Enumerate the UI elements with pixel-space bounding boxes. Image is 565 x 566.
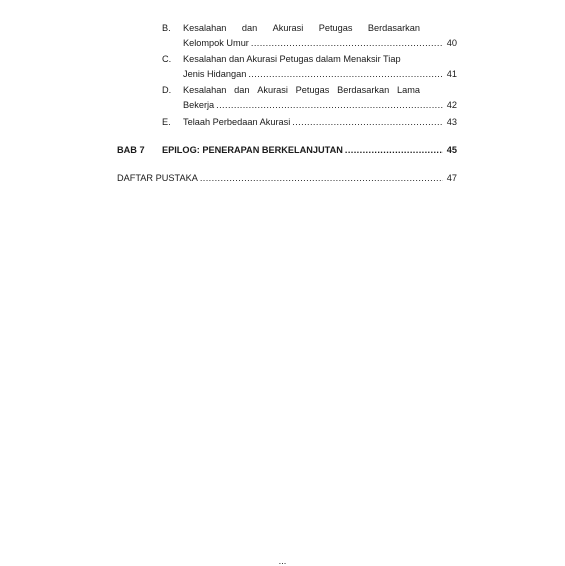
toc-entry-page: 43	[446, 117, 457, 127]
word: Kesalahan	[183, 23, 227, 33]
toc-entry-letter: E.	[162, 117, 171, 127]
toc-entry-d[interactable]	[183, 100, 457, 111]
leader-dots	[292, 117, 443, 128]
toc-chapter-7[interactable]	[162, 145, 457, 156]
word: Kesalahan	[183, 85, 227, 95]
leader-dots	[200, 173, 443, 184]
word: Petugas	[295, 85, 330, 95]
bibliography-page: 47	[446, 173, 457, 183]
word: Petugas	[318, 23, 353, 33]
toc-entry-c[interactable]	[183, 69, 457, 80]
leader-dots	[345, 145, 443, 156]
toc-entry-title-line2: Kelompok Umur	[183, 38, 249, 48]
word: Berdasarkan	[367, 23, 420, 33]
toc-entry-title-line1	[183, 23, 420, 34]
word: Berdasarkan	[337, 85, 390, 95]
toc-entry-letter: D.	[162, 85, 172, 95]
word: Akurasi	[272, 23, 304, 33]
bibliography-title: DAFTAR PUSTAKA	[117, 173, 198, 183]
chapter-number: BAB 7	[117, 145, 145, 155]
word: dan	[234, 85, 250, 95]
page-footer: ...	[278, 556, 287, 566]
toc-entry-title: Telaah Perbedaan Akurasi	[183, 117, 291, 127]
toc-entry-page: 40	[446, 38, 457, 48]
toc-entry-title-line2: Jenis Hidangan	[183, 69, 247, 79]
toc-entry-title-line1	[183, 85, 420, 96]
chapter-page: 45	[446, 145, 457, 155]
toc-bibliography[interactable]	[117, 173, 457, 184]
chapter-title: EPILOG: PENERAPAN BERKELANJUTAN	[162, 145, 343, 155]
word: dan	[241, 23, 258, 33]
toc-entry-e[interactable]	[183, 117, 457, 128]
toc-entry-title-line1: Kesalahan dan Akurasi Petugas dalam Menaksir Tiap	[183, 54, 401, 64]
word: Akurasi	[257, 85, 288, 95]
toc-entry-b[interactable]	[183, 38, 457, 49]
leader-dots	[216, 100, 443, 111]
toc-entry-page: 42	[446, 100, 457, 110]
toc-entry-letter: B.	[162, 23, 171, 33]
leader-dots	[248, 69, 443, 80]
toc-entry-letter: C.	[162, 54, 172, 64]
word: Lama	[396, 85, 420, 95]
toc-entry-title-line2: Bekerja	[183, 100, 215, 110]
toc-entry-page: 41	[446, 69, 457, 79]
leader-dots	[251, 38, 443, 49]
